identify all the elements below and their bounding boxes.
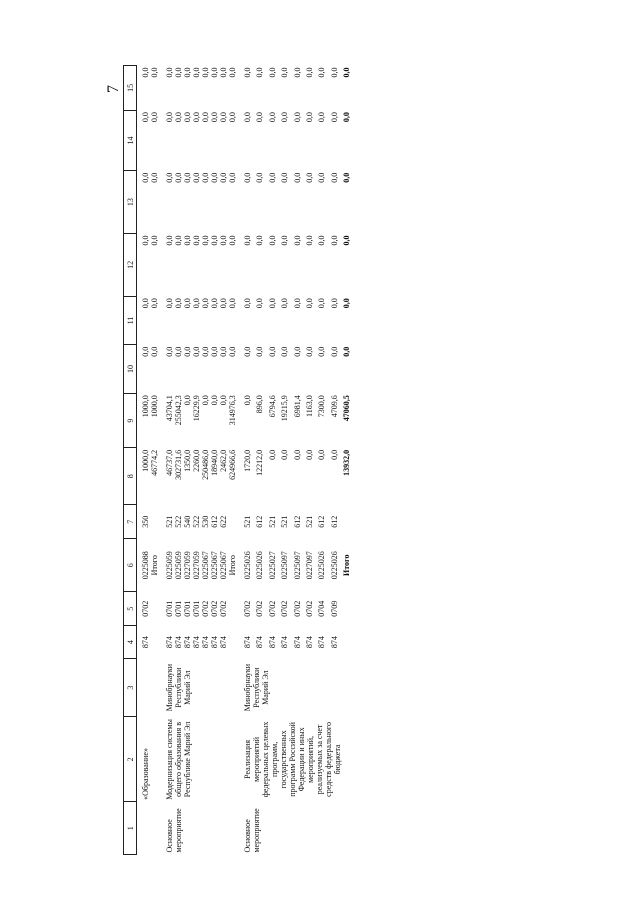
cell: 0,0	[210, 172, 219, 183]
block-a-type: Основное мероприятие	[165, 808, 183, 853]
cell: 0,0	[292, 112, 302, 123]
cell: 0,0	[150, 346, 159, 357]
cell: 521	[304, 515, 314, 528]
cell: 0,0	[280, 235, 290, 246]
cell: 0,0	[329, 298, 339, 309]
header-cell: 15	[124, 66, 137, 111]
cell: 0,0	[210, 67, 219, 78]
cell: 0,0	[192, 112, 201, 123]
cell: 874	[201, 636, 210, 649]
cell: 0,0	[183, 298, 192, 309]
cell: 0,0	[228, 172, 237, 183]
cell: 0702	[304, 600, 314, 617]
cell: 0702	[243, 600, 252, 617]
cell: 0,0	[342, 67, 351, 78]
cell: 530	[201, 515, 210, 528]
cell: 0,0	[292, 67, 302, 78]
cell: 612	[210, 515, 219, 528]
cell: 0,0	[243, 112, 252, 123]
total-row	[342, 66, 357, 855]
cell: 0,0	[219, 346, 228, 357]
cell: 874	[280, 636, 290, 649]
cell: 0,0	[342, 112, 351, 123]
cell: 0,0	[183, 235, 192, 246]
cell: 0,0	[304, 298, 314, 309]
cell: 0227097	[304, 551, 314, 580]
cell: 0701	[183, 600, 192, 617]
header-cell: 2	[124, 717, 137, 802]
cell: 0,0	[292, 298, 302, 309]
cell: 0,0	[267, 235, 277, 246]
cell: 0702	[201, 600, 210, 617]
cell: 0,0	[243, 235, 252, 246]
cell: 0225027	[267, 551, 277, 580]
budget-table	[123, 65, 357, 855]
total-label: Итого	[228, 555, 237, 576]
cell: 0,0	[228, 298, 237, 309]
cell: 0,0	[201, 298, 210, 309]
cell: 622	[219, 515, 228, 528]
header-cell: 5	[124, 592, 137, 626]
cell: 874	[210, 636, 219, 649]
cell: 0225059	[165, 551, 174, 580]
cell: 6981,4	[292, 395, 302, 418]
cell: 0,0	[201, 172, 210, 183]
cell: 0,0	[255, 172, 265, 183]
cell: 0,0	[201, 112, 210, 123]
cell: 46737,0	[165, 449, 174, 476]
cell: 612	[292, 515, 302, 528]
cell: 0,0	[141, 67, 150, 78]
cell: 0,0	[329, 235, 339, 246]
cell: 2462,0	[219, 449, 228, 472]
cell: 874	[183, 636, 192, 649]
cell: 0,0	[267, 346, 277, 357]
cell: 874	[317, 636, 327, 649]
cell: 0,0	[255, 235, 265, 246]
cell: 0,0	[150, 235, 159, 246]
cell: 0,0	[292, 449, 302, 460]
cell: 16229,9	[192, 395, 201, 422]
cell: 0,0	[280, 298, 290, 309]
cell: 0,0	[304, 235, 314, 246]
cell: 2260,0	[192, 449, 201, 472]
cell: 0,0	[267, 172, 277, 183]
block-a-executor: Минобрнауки Республики Марий Эл	[165, 663, 192, 712]
header-cell: 11	[124, 296, 137, 345]
cell: 43704,1	[165, 395, 174, 422]
cell: 0,0	[280, 346, 290, 357]
cell: 0,0	[228, 67, 237, 78]
cell: 874	[219, 636, 228, 649]
cell: 612	[317, 515, 327, 528]
cell: 0225067	[201, 551, 210, 580]
cell: 0704	[317, 600, 327, 617]
cell: 0,0	[304, 172, 314, 183]
cell: 0702	[267, 600, 277, 617]
cell: 521	[267, 515, 277, 528]
cell: 0225067	[210, 551, 219, 580]
cell: 0,0	[267, 67, 277, 78]
cell: 0,0	[165, 172, 174, 183]
cell: 0,0	[317, 346, 327, 357]
cell: 874	[141, 636, 150, 649]
cell: 0702	[280, 600, 290, 617]
cell: 0,0	[329, 346, 339, 357]
cell: 874	[267, 636, 277, 649]
cell: 0,0	[304, 346, 314, 357]
total-row	[228, 66, 243, 855]
cell: 255042,3	[174, 395, 183, 426]
cell: 0,0	[201, 67, 210, 78]
cell: 1000,0	[141, 395, 150, 418]
cell: 0,0	[141, 346, 150, 357]
cell: 0,0	[165, 298, 174, 309]
cell: 0,0	[243, 67, 252, 78]
cell: 0,0	[243, 346, 252, 357]
cell: 874	[255, 636, 265, 649]
cell: 0701	[165, 600, 174, 617]
cell: 0225088	[141, 551, 150, 580]
cell: 0701	[174, 600, 183, 617]
cell: 1350,0	[183, 449, 192, 472]
cell: 0,0	[342, 172, 351, 183]
cell: 521	[165, 515, 174, 528]
cell: 0,0	[219, 235, 228, 246]
cell: 540	[183, 515, 192, 528]
block-b-name: Реализация мероприятий федеральных целевых программ, государственных программ Российской Федерации и иных мероприятий, реализуемых за счет средств федерального бюджета	[243, 721, 342, 798]
cell: 0,0	[150, 172, 159, 183]
header-cell: 8	[124, 448, 137, 505]
cell: 0,0	[329, 112, 339, 123]
cell: 0,0	[183, 112, 192, 123]
cell: 0,0	[267, 449, 277, 460]
cell: 0,0	[342, 298, 351, 309]
cell: 0,0	[192, 172, 201, 183]
cell: 0,0	[174, 172, 183, 183]
cell: 12212,0	[255, 449, 265, 476]
cell: 0,0	[329, 449, 339, 460]
cell: 0,0	[219, 172, 228, 183]
cell: 0,0	[192, 67, 201, 78]
cell: 0,0	[165, 235, 174, 246]
cell: 6794,6	[267, 395, 277, 418]
cell: 521	[243, 515, 252, 528]
cell: 0,0	[317, 449, 327, 460]
header-cell: 14	[124, 110, 137, 171]
header-cell: 1	[124, 802, 137, 855]
cell: 4709,6	[329, 395, 339, 418]
cell: 0,0	[183, 346, 192, 357]
cell: 874	[174, 636, 183, 649]
cell: 7300,0	[317, 395, 327, 418]
cell: 0,0	[150, 67, 159, 78]
cell: 0,0	[317, 172, 327, 183]
cell: 0,0	[219, 112, 228, 123]
cell: 0,0	[192, 298, 201, 309]
cell: 0,0	[219, 298, 228, 309]
cell: 0,0	[183, 67, 192, 78]
cell: 0,0	[228, 235, 237, 246]
cell: 0,0	[267, 112, 277, 123]
cell: 0,0	[174, 298, 183, 309]
cell: 0225067	[219, 551, 228, 580]
cell: 612	[255, 515, 265, 528]
cell: 874	[292, 636, 302, 649]
cell: 0,0	[183, 172, 192, 183]
cell: 314976,3	[228, 395, 237, 426]
cell: 0,0	[243, 298, 252, 309]
cell: 1163,0	[304, 395, 314, 417]
cell: 0,0	[255, 346, 265, 357]
cell: 19215,9	[280, 395, 290, 422]
table-rotator	[123, 65, 583, 855]
header-cell: 6	[124, 539, 137, 592]
section-title: «Образование»	[141, 748, 150, 800]
cell: 0225026	[243, 551, 252, 580]
cell: 0,0	[183, 395, 192, 406]
cell: 0,0	[165, 67, 174, 78]
cell: 0,0	[304, 67, 314, 78]
cell: 0,0	[165, 112, 174, 123]
cell: 874	[304, 636, 314, 649]
cell: 0,0	[210, 235, 219, 246]
block-b-type: Основное мероприятие	[243, 808, 261, 853]
cell: 0,0	[165, 346, 174, 357]
cell: 0,0	[329, 172, 339, 183]
cell: 0,0	[210, 346, 219, 357]
cell: 0,0	[292, 346, 302, 357]
cell: 0,0	[174, 112, 183, 123]
cell: 0702	[292, 600, 302, 617]
total-label: Итого	[342, 554, 351, 576]
total-label: Итого	[150, 555, 159, 576]
cell: 874	[165, 636, 174, 649]
header-cell: 13	[124, 171, 137, 234]
cell: 0702	[141, 600, 150, 617]
cell: 302731,6	[174, 449, 183, 480]
cell: 1000,0	[141, 449, 150, 472]
cell: 0,0	[342, 346, 351, 357]
cell: 0,0	[280, 112, 290, 123]
cell: 0,0	[192, 235, 201, 246]
table-row	[243, 66, 255, 855]
cell: 0,0	[280, 67, 290, 78]
cell: 0709	[329, 600, 339, 617]
cell: 0,0	[201, 346, 210, 357]
cell: 522	[192, 515, 201, 528]
cell: 0,0	[210, 112, 219, 123]
cell: 0,0	[150, 112, 159, 123]
cell: 0227059	[183, 551, 192, 580]
cell: 0,0	[192, 346, 201, 357]
cell: 0,0	[317, 112, 327, 123]
cell: 0702	[219, 600, 228, 617]
header-cell: 4	[124, 626, 137, 658]
cell: 0,0	[304, 449, 314, 460]
cell: 0,0	[141, 298, 150, 309]
cell: 0,0	[174, 346, 183, 357]
cell: 0,0	[304, 112, 314, 123]
total-row	[150, 66, 165, 855]
cell: 0,0	[210, 298, 219, 309]
cell: 0225097	[280, 551, 290, 580]
cell: 1000,0	[150, 395, 159, 418]
cell: 46774,2	[150, 449, 159, 476]
cell: 0,0	[174, 235, 183, 246]
cell: 0225059	[174, 551, 183, 580]
cell: 0,0	[255, 112, 265, 123]
cell: 0,0	[280, 449, 290, 460]
header-cell: 9	[124, 393, 137, 448]
cell: 18940,0	[210, 449, 219, 476]
page-number: 7	[105, 85, 122, 93]
cell: 0,0	[201, 395, 210, 406]
cell: 0,0	[174, 67, 183, 78]
header-cell: 3	[124, 658, 137, 717]
cell: 0,0	[243, 172, 252, 183]
cell: 0,0	[267, 298, 277, 309]
cell: 0225026	[317, 551, 327, 580]
header-cell: 12	[124, 234, 137, 297]
cell: 874	[192, 636, 201, 649]
cell: 350	[141, 515, 150, 528]
table-row	[165, 66, 174, 855]
cell: 0,0	[280, 172, 290, 183]
cell: 0,0	[329, 67, 339, 78]
cell: 0,0	[255, 298, 265, 309]
cell: 0,0	[219, 67, 228, 78]
cell: 896,0	[255, 395, 265, 414]
cell: 0,0	[292, 172, 302, 183]
cell: 522	[174, 515, 183, 528]
cell: 0702	[255, 600, 265, 617]
cell: 874	[329, 636, 339, 649]
cell: 612	[329, 515, 339, 528]
header-cell: 7	[124, 505, 137, 539]
cell: 0,0	[228, 112, 237, 123]
cell: 250486,0	[201, 449, 210, 480]
header-row	[124, 66, 137, 855]
rotated-table-container	[123, 65, 583, 855]
cell: 0227059	[192, 551, 201, 580]
table-row	[137, 66, 151, 855]
cell: 0,0	[219, 395, 228, 406]
cell: 13932,0	[342, 449, 351, 476]
cell: 874	[243, 636, 252, 649]
cell: 0,0	[141, 172, 150, 183]
cell: 0225097	[292, 551, 302, 580]
cell: 0,0	[292, 235, 302, 246]
cell: 0,0	[228, 346, 237, 357]
cell: 0,0	[255, 67, 265, 78]
cell: 0225026	[329, 551, 339, 580]
cell: 0,0	[210, 395, 219, 406]
cell: 0,0	[243, 395, 252, 406]
block-a-name: Модернизация системы общего образования в Республике Марий Эл	[165, 719, 192, 800]
cell: 0,0	[317, 67, 327, 78]
cell: 0,0	[317, 298, 327, 309]
cell: 47060,5	[342, 395, 351, 422]
cell: 0,0	[201, 235, 210, 246]
cell: 0701	[192, 600, 201, 617]
cell: 0,0	[141, 112, 150, 123]
cell: 0,0	[141, 235, 150, 246]
cell: 624966,6	[228, 449, 237, 480]
header-cell: 10	[124, 345, 137, 394]
cell: 0,0	[342, 235, 351, 246]
cell: 0225026	[255, 551, 265, 580]
cell: 521	[280, 515, 290, 528]
cell: 0,0	[317, 235, 327, 246]
block-b-executor: Минобрнауки Республики Марий Эл	[243, 663, 270, 712]
cell: 0702	[210, 600, 219, 617]
cell: 1720,0	[243, 449, 252, 472]
cell: 0,0	[150, 298, 159, 309]
